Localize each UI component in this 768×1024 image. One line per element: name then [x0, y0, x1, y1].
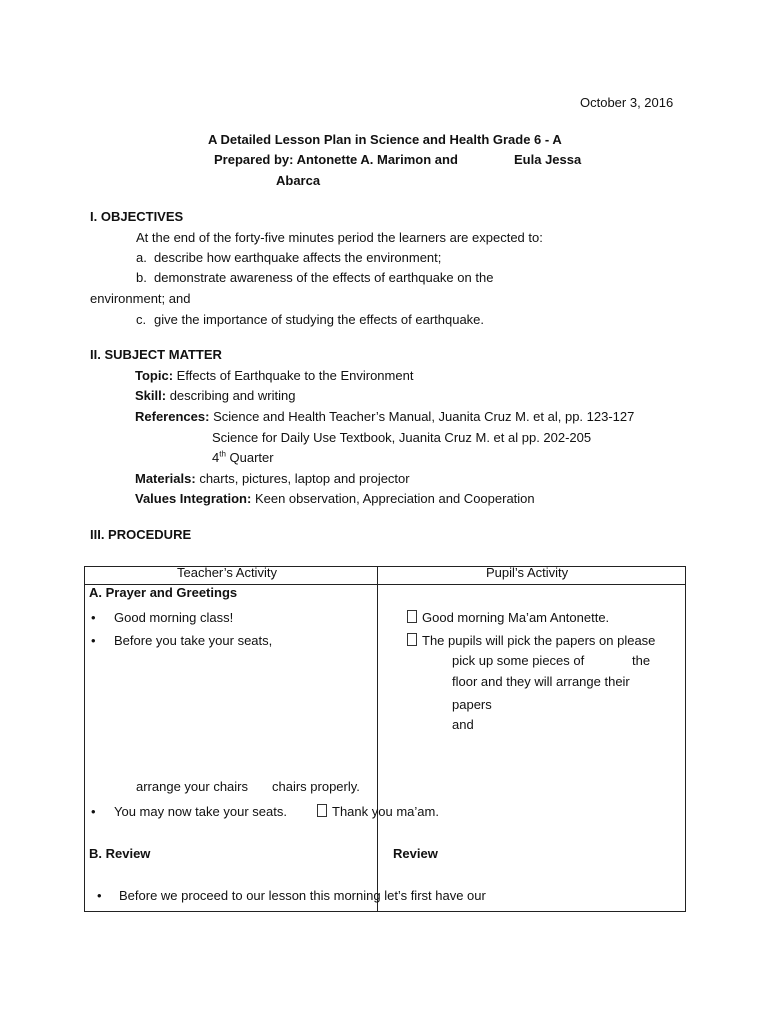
bullet-4: •	[97, 888, 102, 903]
pupil-line-6	[317, 804, 439, 820]
materials-value: charts, pictures, laptop and projector	[199, 471, 410, 486]
arrange-chairs-b: chairs properly.	[272, 779, 360, 794]
pupil-review-heading: Review	[393, 846, 438, 861]
topic-value: Effects of Earthquake to the Environment	[176, 368, 414, 383]
quarter-suffix: th	[219, 449, 226, 459]
quarter	[212, 450, 274, 466]
pupil-line-1-text: Good morning Ma’am Antonette.	[422, 610, 610, 625]
checkbox-icon	[407, 610, 417, 623]
procedure-heading: III. PROCEDURE	[90, 527, 192, 542]
document-date: October 3, 2016	[580, 95, 674, 110]
quarter-word: Quarter	[229, 450, 274, 465]
materials-label: Materials:	[135, 471, 196, 486]
quarter-number: 4	[212, 450, 220, 465]
teacher-line-3: You may now take your seats.	[114, 804, 287, 819]
checkbox-icon	[407, 633, 417, 646]
references-label: References:	[135, 409, 210, 424]
references-value-2: Science for Daily Use Textbook, Juanita Cruz M. et al pp. 202-205	[212, 430, 592, 445]
values-row	[135, 491, 535, 507]
objective-b-continuation: environment; and	[90, 291, 191, 306]
values-label: Values Integration:	[135, 491, 252, 506]
document-title: A Detailed Lesson Plan in Science and Health Grade 6 - A	[208, 132, 562, 147]
objective-c-marker: c.	[136, 312, 147, 327]
pupil-line-6-text: Thank you ma’am.	[332, 804, 439, 819]
objective-a-marker: a.	[136, 250, 147, 265]
skill-value: describing and writing	[169, 388, 296, 403]
prepared-by: Prepared by: Antonette A. Marimon and	[214, 152, 458, 167]
values-value: Keen observation, Appreciation and Cooperation	[254, 491, 535, 506]
pupil-line-2	[407, 633, 655, 649]
co-author-first: Eula Jessa	[514, 152, 582, 167]
subject-matter-heading: II. SUBJECT MATTER	[90, 347, 222, 362]
table-column-divider	[377, 566, 378, 911]
pupil-line-2b: pick up some pieces of	[452, 653, 585, 668]
skill-row	[135, 388, 295, 404]
objective-b-text: demonstrate awareness of the effects of earthquake on the	[154, 270, 494, 285]
skill-label: Skill:	[135, 388, 167, 403]
checkbox-icon	[317, 804, 327, 817]
objective-b-marker: b.	[136, 270, 147, 285]
pupil-line-3: floor and they will arrange their	[452, 674, 630, 689]
references-value-1: Science and Health Teacher’s Manual, Juanita Cruz M. et al, pp. 123-127	[213, 409, 635, 424]
pupil-line-2-text: The pupils will pick the papers on please	[422, 633, 656, 648]
section-a-heading: A. Prayer and Greetings	[89, 585, 238, 600]
materials-row	[135, 471, 410, 487]
teacher-line-1: Good morning class!	[114, 610, 234, 625]
pupil-line-4: papers	[452, 697, 492, 712]
column-header-teacher: Teacher’s Activity	[177, 565, 277, 580]
column-header-pupil: Pupil’s Activity	[486, 565, 569, 580]
objective-c-text: give the importance of studying the effects of earthquake.	[154, 312, 485, 327]
pupil-line-1	[407, 610, 609, 626]
arrange-chairs-a: arrange your chairs	[136, 779, 248, 794]
objective-a-text: describe how earthquake affects the environment;	[154, 250, 442, 265]
pupil-line-5: and	[452, 717, 474, 732]
topic-row	[135, 368, 413, 384]
topic-label: Topic:	[135, 368, 174, 383]
bullet-3: •	[91, 804, 96, 819]
objectives-heading: I. OBJECTIVES	[90, 209, 184, 224]
references-row	[135, 409, 634, 425]
pupil-line-2c: the	[632, 653, 651, 668]
teacher-line-2: Before you take your seats,	[114, 633, 273, 648]
objectives-intro: At the end of the forty-five minutes period the learners are expected to:	[136, 230, 543, 245]
teacher-line-4: Before we proceed to our lesson this morning let’s first have our	[119, 888, 486, 903]
co-author-last: Abarca	[276, 173, 321, 188]
bullet-2: •	[91, 633, 96, 648]
section-b-heading: B. Review	[89, 846, 151, 861]
bullet-1: •	[91, 610, 96, 625]
